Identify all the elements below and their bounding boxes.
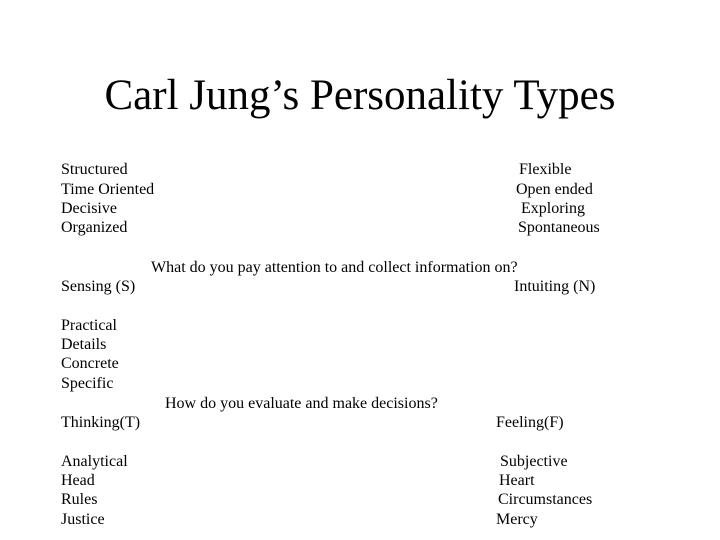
sn-left-header: Sensing (S) — [61, 278, 136, 295]
tf-right-item: Circumstances — [498, 491, 593, 508]
tf-left-item: Rules — [61, 491, 98, 508]
jp-right-item: Spontaneous — [518, 219, 600, 236]
jp-left-item: Organized — [61, 219, 128, 236]
sn-left-item: Details — [61, 336, 107, 353]
sn-left-item: Specific — [61, 375, 114, 392]
jp-left-item: Decisive — [61, 200, 117, 217]
sn-right-header: Intuiting (N) — [514, 278, 596, 295]
sn-left-item: Concrete — [61, 355, 119, 372]
jp-right-item: Exploring — [521, 200, 585, 217]
sn-question: What do you pay attention to and collect information on? — [151, 259, 518, 276]
tf-left-item: Justice — [61, 511, 105, 528]
tf-question: How do you evaluate and make decisions? — [165, 395, 438, 412]
tf-left-item: Head — [61, 472, 95, 489]
tf-right-header: Feeling(F) — [496, 414, 564, 431]
jp-left-item: Time Oriented — [61, 181, 155, 198]
slide-title: Carl Jung’s Personality Types — [104, 72, 616, 119]
sn-left-item: Practical — [61, 317, 117, 334]
tf-right-item: Subjective — [500, 453, 568, 470]
tf-left-header: Thinking(T) — [61, 414, 141, 431]
jp-left-item: Structured — [61, 161, 128, 178]
tf-right-item: Mercy — [496, 511, 538, 528]
jp-right-item: Open ended — [516, 181, 593, 198]
tf-left-item: Analytical — [61, 453, 128, 470]
tf-right-item: Heart — [499, 472, 535, 489]
jp-right-item: Flexible — [519, 161, 572, 178]
